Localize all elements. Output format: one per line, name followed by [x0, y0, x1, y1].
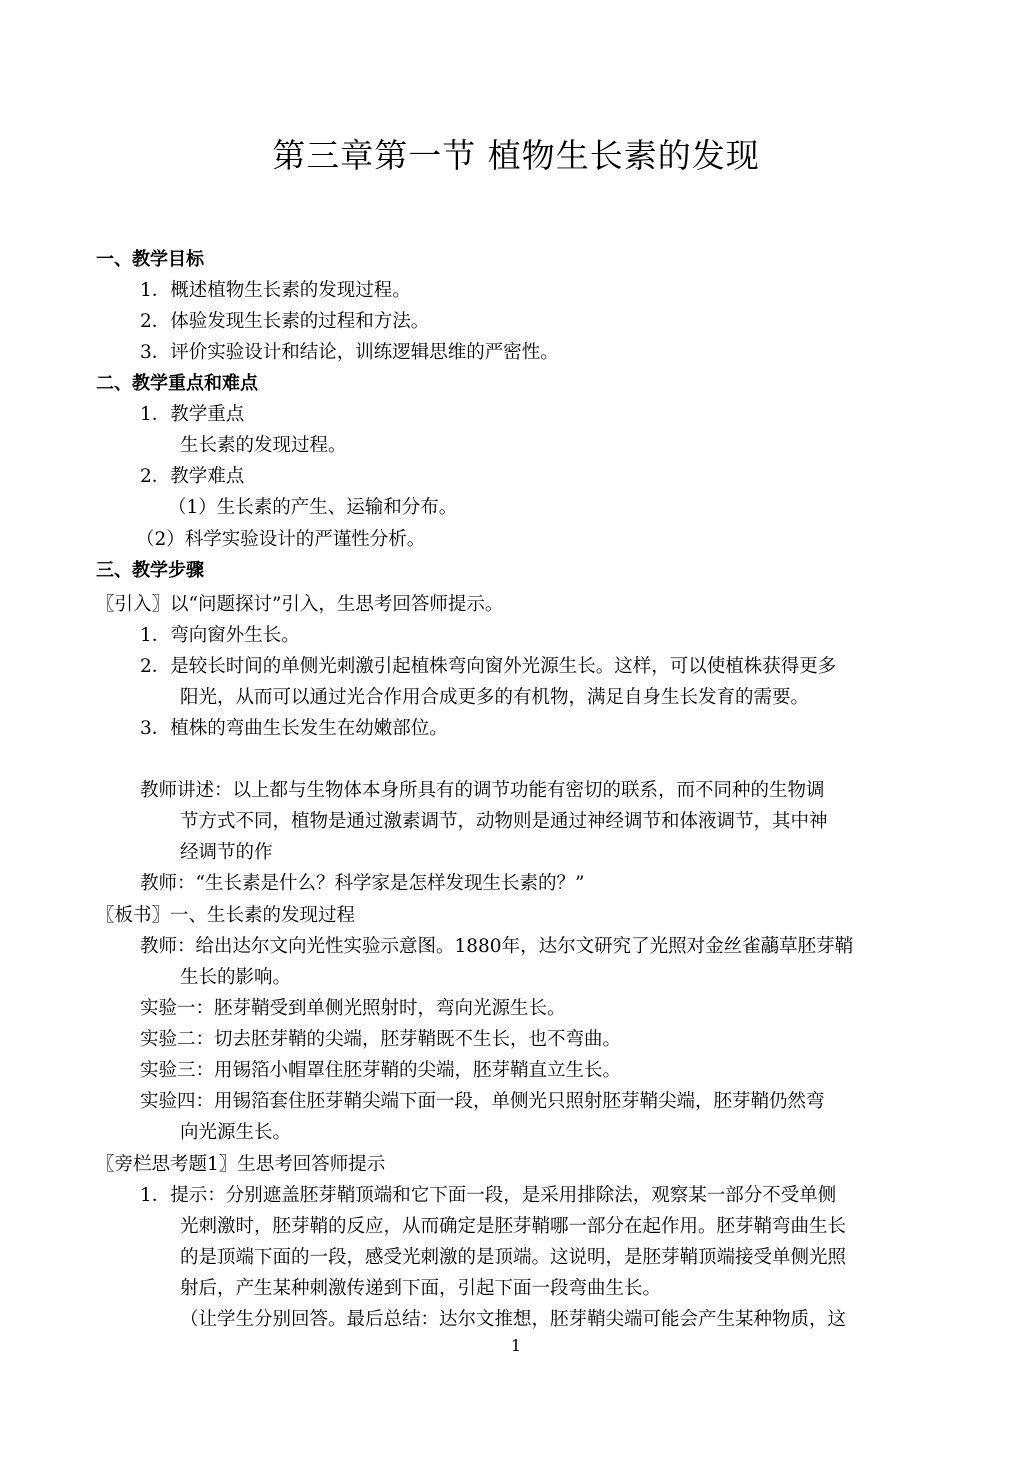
text-line: 1．弯向窗外生长。 [140, 625, 300, 646]
text-line: 阳光，从而可以通过光合作用合成更多的有机物，满足自身生长发育的需要。 [180, 687, 810, 708]
text-line: 3．评价实验设计和结论，训练逻辑思维的严密性。 [140, 342, 559, 363]
text-line: （1）生长素的产生、运输和分布。 [168, 497, 458, 518]
text-line: 实验一：胚芽鞘受到单侧光照射时，弯向光源生长。 [140, 998, 566, 1019]
text-line: 〖旁栏思考题1〗生思考回答师提示 [96, 1154, 386, 1175]
page-title: 第三章第一节 植物生长素的发现 [272, 136, 760, 175]
text-line: 生长的影响。 [180, 967, 292, 988]
text-line: 教师：“生长素是什么？科学家是怎样发现生长素的？” [140, 873, 585, 894]
text-line: 经调节的作 [180, 842, 273, 863]
text-line: 实验四：用锡箔套住胚芽鞘尖端下面一段，单侧光只照射胚芽鞘尖端，胚芽鞘仍然弯 [140, 1091, 825, 1112]
text-line: 射后，产生某种刺激传递到下面，引起下面一段弯曲生长。 [180, 1278, 662, 1299]
text-line: 节方式不同，植物是通过激素调节，动物则是通过神经调节和体液调节，其中神 [180, 811, 828, 832]
text-line: 向光源生长。 [180, 1122, 292, 1143]
text-line: 的是顶端下面的一段，感受光刺激的是顶端。这说明，是胚芽鞘顶端接受单侧光照 [180, 1247, 847, 1268]
section-heading-objectives: 一、教学目标 [96, 249, 204, 270]
text-line: 〖板书〗一、生长素的发现过程 [96, 905, 356, 926]
section-heading-key-points: 二、教学重点和难点 [96, 373, 258, 394]
text-line: 1．教学重点 [140, 404, 245, 425]
page-number: 1 [510, 1336, 522, 1355]
text-line: （让学生分别回答。最后总结：达尔文推想，胚芽鞘尖端可能会产生某种物质，这 [180, 1309, 847, 1330]
text-line: 〖引入〗以“问题探讨”引入，生思考回答师提示。 [96, 594, 504, 615]
text-line: 1．提示：分别遮盖胚芽鞘顶端和它下面一段，是采用排除法，观察某一部分不受单侧 [140, 1185, 837, 1206]
text-line: 3．植株的弯曲生长发生在幼嫩部位。 [140, 718, 448, 739]
text-line: 实验三：用锡箔小帽罩住胚芽鞘的尖端，胚芽鞘直立生长。 [140, 1060, 622, 1081]
text-line: 教师讲述：以上都与生物体本身所具有的调节功能有密切的联系，而不同种的生物调 [140, 780, 825, 801]
section-heading-steps: 三、教学步骤 [96, 560, 204, 581]
text-line: 光刺激时，胚芽鞘的反应，从而确定是胚芽鞘哪一部分在起作用。胚芽鞘弯曲生长 [180, 1216, 847, 1237]
text-line: 1．概述植物生长素的发现过程。 [140, 280, 411, 301]
text-line: （2）科学实验设计的严谨性分析。 [136, 529, 426, 550]
text-line: 生长素的发现过程。 [180, 435, 347, 456]
text-line: 2．体验发现生长素的过程和方法。 [140, 311, 430, 332]
text-line: 教师：给出达尔文向光性实验示意图。1880年，达尔文研究了光照对金丝雀虉草胚芽鞘 [140, 936, 854, 957]
text-line: 2．教学难点 [140, 466, 245, 487]
text-line: 实验二：切去胚芽鞘的尖端，胚芽鞘既不生长，也不弯曲。 [140, 1029, 622, 1050]
text-line: 2．是较长时间的单侧光刺激引起植株弯向窗外光源生长。这样，可以使植株获得更多 [140, 656, 837, 677]
